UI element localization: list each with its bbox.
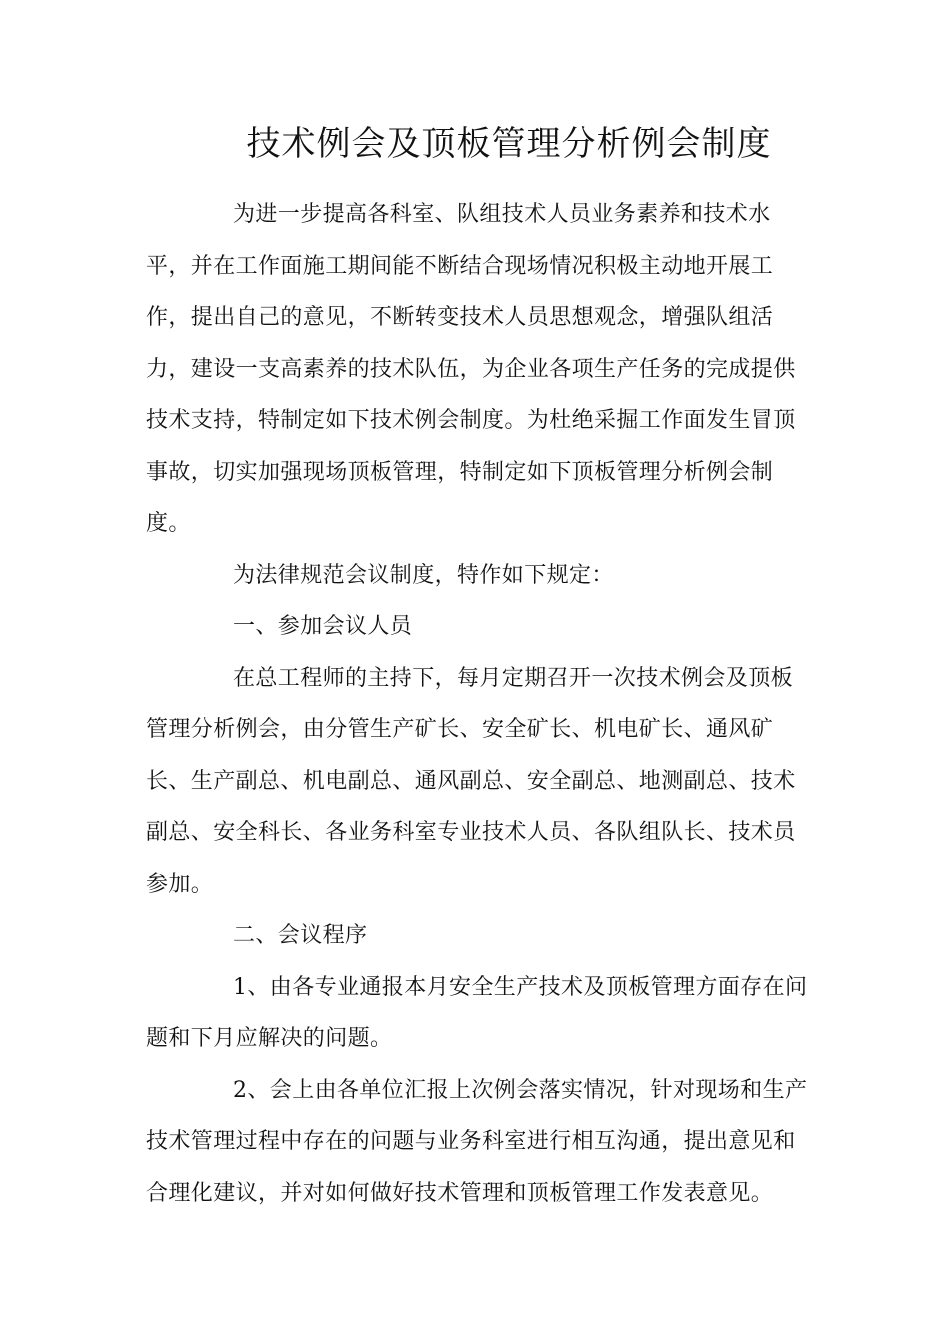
paragraph-line: 2、会上由各单位汇报上次例会落实情况，针对现场和生产: [233, 1078, 808, 1103]
paragraph-line: 题和下月应解决的问题。: [146, 1026, 393, 1051]
paragraph-line: 技术管理过程中存在的问题与业务科室进行相互沟通，提出意见和: [146, 1129, 796, 1154]
paragraph-line: 参加。: [146, 872, 214, 897]
paragraph-line: 为进一步提高各科室、队组技术人员业务素养和技术水: [233, 202, 771, 227]
section-heading: 二、会议程序: [233, 923, 368, 948]
paragraph-line: 度。: [146, 511, 191, 536]
paragraph-line: 平，并在工作面施工期间能不断结合现场情况积极主动地开展工: [146, 254, 774, 279]
paragraph-line: 事故，切实加强现场顶板管理，特制定如下顶板管理分析例会制: [146, 460, 774, 485]
section-heading: 一、参加会议人员: [233, 614, 413, 639]
document-title: 技术例会及顶板管理分析例会制度: [246, 124, 772, 164]
paragraph-line: 作，提出自己的意见，不断转变技术人员思想观念，增强队组活: [146, 305, 774, 330]
paragraph-line: 力，建设一支高素养的技术队伍，为企业各项生产任务的完成提供: [146, 357, 796, 382]
paragraph-line: 管理分析例会，由分管生产矿长、安全矿长、机电矿长、通风矿: [146, 717, 774, 742]
paragraph-line: 副总、安全科长、各业务科室专业技术人员、各队组队长、技术员: [146, 820, 796, 845]
paragraph-line: 1、由各专业通报本月安全生产技术及顶板管理方面存在问: [233, 975, 808, 1000]
paragraph-line: 为法律规范会议制度，特作如下规定：: [233, 563, 614, 588]
paragraph-line: 合理化建议，并对如何做好技术管理和顶板管理工作发表意见。: [146, 1181, 774, 1206]
paragraph-line: 技术支持，特制定如下技术例会制度。为杜绝采掘工作面发生冒顶: [146, 408, 796, 433]
paragraph-line: 长、生产副总、机电副总、通风副总、安全副总、地测副总、技术: [146, 769, 796, 794]
paragraph-line: 在总工程师的主持下，每月定期召开一次技术例会及顶板: [233, 666, 794, 691]
